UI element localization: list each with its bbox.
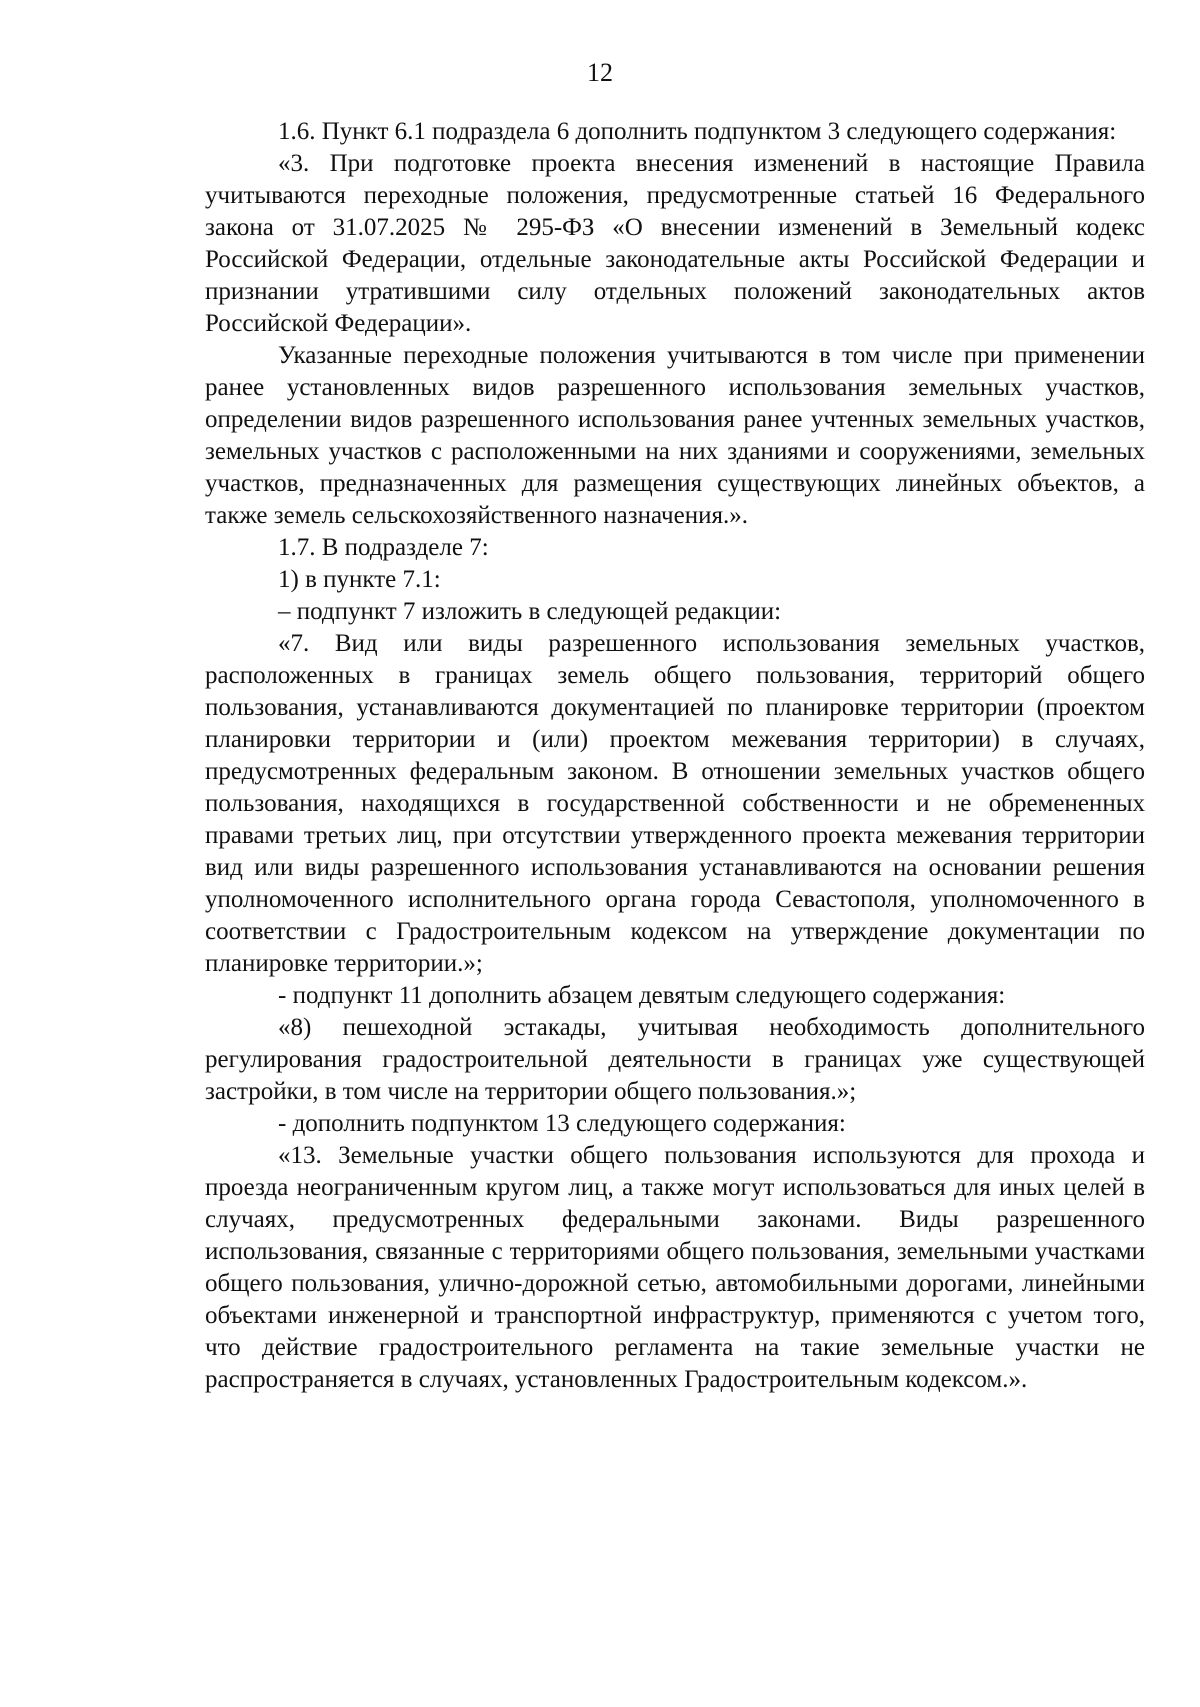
document-body [205, 116, 1145, 1396]
paragraph-transitional: Указанные переходные положения учитываются в том числе при применении ранее установленных видов разрешенного использования земельных участков, определении видов разрешенного использования ранее учтенных земельных участков, земельных участков с расположенными на них зданиями и сооружениями, земельных участков, предназначенных для размещения существующих линейных объектов, а также земель сельскохозяйственного назначения.». [205, 342, 1145, 529]
paragraph-item-7-1: 1) в пункте 7.1: [278, 566, 441, 593]
paragraph-quote-13: «13. Земельные участки общего пользования используются для прохода и проезда неограниченным кругом лиц, а также могут использоваться для иных целей в случаях, предусмотренных федеральными законами. Виды разрешенного использования, связанные с территориями общего пользования, земельными участками общего пользования, улично-дорожной сетью, автомобильными дорогами, линейными объектами инженерной и транспортной инфраструктур, применяются с учетом того, что действие градостроительного регламента на такие земельные участки не распространяется в случаях, установленных Градостроительным кодексом.». [205, 1142, 1145, 1393]
paragraph-1-6: 1.6. Пункт 6.1 подраздела 6 дополнить подпунктом 3 следующего содержания: [278, 118, 1117, 145]
paragraph-1-7: 1.7. В подразделе 7: [278, 534, 489, 561]
paragraph-subitem-11: - подпункт 11 дополнить абзацем девятым следующего содержания: [278, 982, 1006, 1009]
paragraph-quote-7: «7. Вид или виды разрешенного использования земельных участков, расположенных в границах земель общего пользования, территорий общего пользования, устанавливаются документацией по планировке территории (проектом планировки территории и (или) проектом межевания территории) в случаях, предусмотренных федеральным законом. В отношении земельных участков общего пользования, находящихся в государственной собственности и не обремененных правами третьих лиц, при отсутствии утвержденного проекта межевания территории вид или виды разрешенного использования устанавливаются на основании решения уполномоченного исполнительного органа города Севастополя, уполномоченного в соответствии с Градостроительным кодексом на утверждение документации по планировке территории.»; [205, 630, 1145, 977]
paragraph-subitem-7: – подпункт 7 изложить в следующей редакции: [278, 598, 782, 625]
page-number: 12 [587, 58, 613, 87]
paragraph-quote-3: «3. При подготовке проекта внесения изменений в настоящие Правила учитываются переходные положения, предусмотренные статьей 16 Федерального закона от 31.07.2025 № 295-ФЗ «О внесении изменений в Земельный кодекс Российской Федерации, отдельные законодательные акты Российской Федерации и признании утратившими силу отдельных положений законодательных актов Российской Федерации». [205, 150, 1145, 337]
paragraph-quote-8: «8) пешеходной эстакады, учитывая необходимость дополнительного регулирования градостроительной деятельности в границах уже существующей застройки, в том числе на территории общего пользования.»; [205, 1014, 1145, 1105]
paragraph-subitem-13: - дополнить подпунктом 13 следующего содержания: [278, 1110, 846, 1137]
